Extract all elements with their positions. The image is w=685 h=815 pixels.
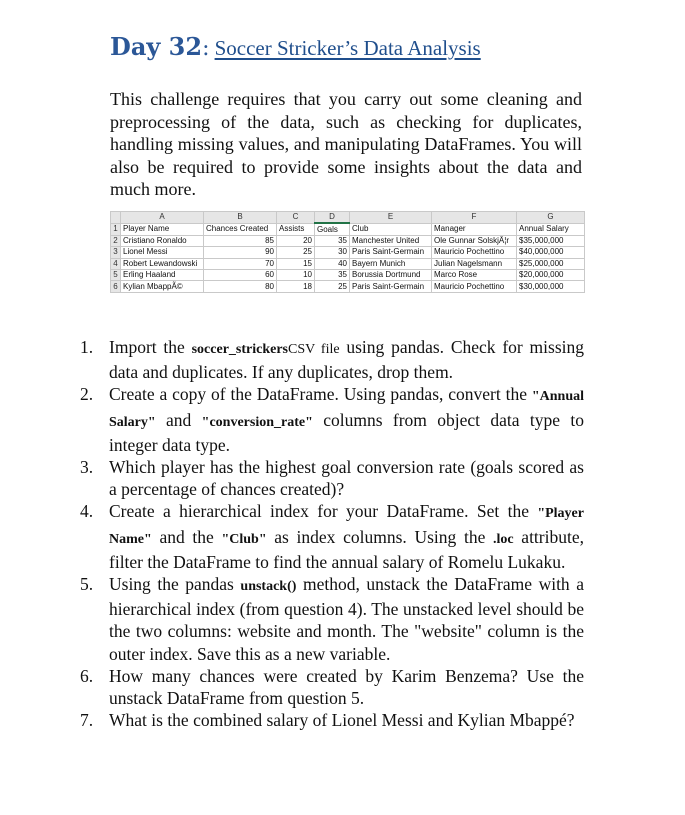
table-cell: Robert Lewandowski — [121, 258, 204, 269]
table-cell: $40,000,000 — [517, 247, 585, 258]
table-cell: Assists — [277, 223, 315, 235]
page-title — [110, 32, 481, 61]
column-header: A — [121, 212, 204, 224]
table-cell: $20,000,000 — [517, 269, 585, 280]
question-text: Create a copy of the DataFrame. Using pandas, convert the — [109, 384, 532, 405]
question-list — [80, 336, 584, 731]
table-row — [111, 247, 585, 258]
code-term: "Annual Salary" — [109, 389, 584, 430]
question-number: 4. — [80, 501, 94, 522]
question-item — [80, 665, 584, 709]
row-number: 1 — [111, 223, 121, 235]
table-cell: $35,000,000 — [517, 235, 585, 246]
question-item — [80, 383, 584, 456]
question-text: Create a hierarchical index for your DataFrame. Set the — [109, 501, 538, 522]
table-cell: 10 — [277, 269, 315, 280]
table-cell: 80 — [204, 281, 277, 292]
question-item — [80, 456, 584, 500]
question-number: 6. — [80, 665, 94, 686]
question-text: Which player has the highest goal conversion rate (goals scored as a percentage of chances created)? — [109, 457, 584, 500]
table-cell: 20 — [277, 235, 315, 246]
question-number: 5. — [80, 574, 94, 595]
question-text: What is the combined salary of Lionel Messi and Kylian Mbappé? — [109, 710, 575, 731]
question-item — [80, 573, 584, 665]
question-number: 7. — [80, 710, 94, 731]
table-cell: Goals — [315, 223, 350, 235]
question-text: Using the pandas — [109, 574, 241, 595]
intro-paragraph: This challenge requires that you carry out some cleaning and preprocessing of the data, such as checking for duplicates, handling missing values, and manipulating DataFrames. You will also be required to provide some insights about the data and much more. — [110, 89, 582, 200]
table-cell: Annual Salary — [517, 223, 585, 235]
table-row — [111, 235, 585, 246]
question-text: and — [155, 409, 202, 430]
table-cell: 70 — [204, 258, 277, 269]
table-cell: Cristiano Ronaldo — [121, 235, 204, 246]
column-header: D — [315, 212, 350, 224]
spreadsheet-image — [110, 211, 585, 293]
question-item — [80, 500, 584, 573]
question-item — [80, 709, 584, 731]
table-cell: Bayern Munich — [350, 258, 432, 269]
question-text: How many chances were created by Karim Benzema? Use the unstack DataFrame from question 5. — [109, 665, 584, 709]
table-cell: 40 — [315, 258, 350, 269]
table-cell: Paris Saint-Germain — [350, 247, 432, 258]
table-cell: Marco Rose — [432, 269, 517, 280]
table-cell: Mauricio Pochettino — [432, 247, 517, 258]
select-all-corner — [111, 212, 121, 224]
table-cell: 15 — [277, 258, 315, 269]
question-item — [80, 336, 584, 383]
code-term: "conversion_rate" — [201, 414, 313, 430]
table-cell: Chances Created — [204, 223, 277, 235]
question-text: Import the — [109, 337, 192, 357]
title-colon: : — [202, 36, 210, 61]
question-text: attribute, filter the DataFrame to find the annual salary of Romelu Lukaku. — [109, 526, 584, 572]
row-number: 2 — [111, 235, 121, 246]
table-cell: Erling Haaland — [121, 269, 204, 280]
column-header: E — [350, 212, 432, 224]
code-term: unstack() — [240, 579, 297, 595]
table-cell: Julian Nagelsmann — [432, 258, 517, 269]
question-number: 2. — [80, 384, 94, 405]
row-number: 5 — [111, 269, 121, 280]
table-cell: Manchester United — [350, 235, 432, 246]
table-row — [111, 269, 585, 280]
table-cell: 25 — [315, 281, 350, 292]
title-subtitle-link[interactable]: Soccer Stricker’s Data Analysis — [214, 36, 481, 60]
row-number: 6 — [111, 281, 121, 292]
table-row — [111, 281, 585, 292]
table-cell: 30 — [315, 247, 350, 258]
code-term: .loc — [493, 531, 514, 547]
code-term: "Club" — [221, 531, 267, 547]
table-cell: 18 — [277, 281, 315, 292]
question-text: as index columns. Using the — [266, 526, 494, 547]
day-label: Day 32 — [110, 32, 203, 61]
table-cell: Kylian MbappÃ© — [121, 281, 204, 292]
table-cell: 90 — [204, 247, 277, 258]
column-header-row — [111, 212, 585, 224]
table-cell: Player Name — [121, 223, 204, 235]
column-header: G — [517, 212, 585, 224]
table-cell: 60 — [204, 269, 277, 280]
question-text: columns from object data type to integer data type. — [109, 409, 584, 455]
question-number: 3. — [80, 457, 94, 478]
question-number: 1. — [80, 337, 94, 357]
table-cell: Paris Saint-Germain — [350, 281, 432, 292]
column-header: F — [432, 212, 517, 224]
table-cell: Lionel Messi — [121, 247, 204, 258]
table-cell: 25 — [277, 247, 315, 258]
question-text: and the — [151, 526, 222, 547]
column-header: C — [277, 212, 315, 224]
table-cell: Club — [350, 223, 432, 235]
table-cell: $30,000,000 — [517, 281, 585, 292]
table-cell: Borussia Dortmund — [350, 269, 432, 280]
code-term: "Player Name" — [109, 506, 584, 547]
table-cell: Manager — [432, 223, 517, 235]
table-row — [111, 258, 585, 269]
question-text: method, unstack the DataFrame with a hierarchical index (from question 4). The unstacked level should be the two columns: website and month. The "website" column is the outer index. Save this as a new variable. — [109, 574, 584, 664]
question-text: using pandas. Check for missing data and duplicates. If any duplicates, drop them. — [109, 337, 585, 383]
table-cell: Mauricio Pochettino — [432, 281, 517, 292]
row-number: 3 — [111, 247, 121, 258]
table-cell: Ole Gunnar SolskjÃ¦r — [432, 235, 517, 246]
table-row — [111, 223, 585, 235]
table-cell: 85 — [204, 235, 277, 246]
question-text: CSV file — [288, 342, 340, 357]
row-number: 4 — [111, 258, 121, 269]
file-name: soccer_strickers — [191, 342, 289, 357]
table-cell: $25,000,000 — [517, 258, 585, 269]
table-cell: 35 — [315, 269, 350, 280]
table-cell: 35 — [315, 235, 350, 246]
column-header: B — [204, 212, 277, 224]
